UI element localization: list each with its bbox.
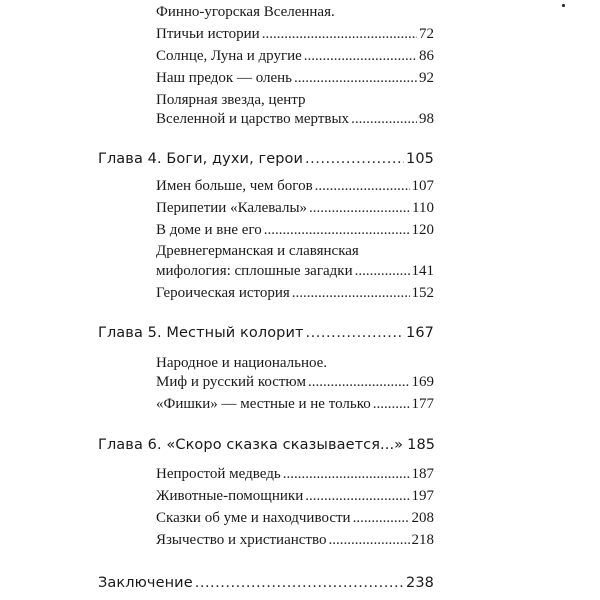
toc-entry (156, 285, 434, 302)
toc-entry-text: Полярная звезда, центр (156, 92, 306, 108)
toc-entry-title: Животные-помощники (156, 488, 304, 504)
dot-leader (262, 26, 417, 43)
toc-chapter-title: Глава 6. «Скоро сказка сказывается...» (98, 437, 404, 453)
toc-entry-title: В доме и вне его (156, 222, 262, 238)
toc-chapter-page: 238 (406, 575, 434, 591)
toc-entry-page: 169 (411, 374, 434, 390)
toc-entry-page: 107 (411, 178, 434, 194)
dot-leader (305, 151, 404, 167)
toc-entry-title: Наш предок — олень (156, 70, 293, 86)
toc-entry (156, 200, 434, 217)
page-speck (562, 4, 565, 7)
toc-entry-title: мифология: сплошные загадки (156, 263, 353, 279)
dot-leader (315, 178, 410, 195)
toc-entry-title: Героическая история (156, 285, 290, 301)
toc-chapter (98, 325, 434, 341)
toc-entry-page: 98 (419, 111, 434, 127)
toc-entry-text: Финно-угорская Вселенная. (156, 4, 335, 20)
dot-leader (305, 488, 409, 505)
toc-chapter-page: 185 (407, 437, 436, 453)
toc-entry (156, 532, 434, 549)
toc-chapter (98, 151, 434, 167)
toc-entry (156, 488, 434, 505)
toc-entry-title: «Фишки» — местные и не только (156, 396, 371, 412)
dot-leader (306, 325, 404, 341)
toc-entry (156, 510, 434, 527)
toc-entry-page: 208 (411, 510, 434, 526)
toc-entry-page: 141 (411, 263, 434, 279)
toc-entry (156, 26, 434, 43)
toc-entry-title: Сказки об уме и находчивости (156, 510, 351, 526)
toc-entry-title: Солнце, Луна и другие (156, 48, 302, 64)
toc-entry-title: Язычество и христианство (156, 532, 327, 548)
dot-leader (308, 374, 410, 391)
dot-leader (294, 70, 417, 87)
toc-entry-page: 72 (419, 26, 434, 42)
dot-leader (304, 48, 417, 65)
toc-entry-page: 218 (411, 532, 434, 548)
dot-leader (309, 200, 410, 217)
toc-entry (156, 222, 434, 239)
dot-leader (353, 510, 410, 527)
toc-entry-page: 152 (411, 285, 434, 301)
toc-entry-title: Непростой медведь (156, 466, 281, 482)
toc-chapter-page: 105 (406, 151, 434, 167)
toc-entry (156, 70, 434, 87)
dot-leader (264, 222, 410, 239)
toc-entry-text: Древнегерманская и славянская (156, 243, 359, 259)
toc-entry (156, 178, 434, 195)
toc-entry-page: 110 (412, 200, 434, 216)
toc-entry-title: Вселенной и царство мертвых (156, 111, 350, 127)
dot-leader (195, 575, 404, 591)
toc-entry (156, 396, 434, 413)
toc-entry-title: Перипетии «Калевалы» (156, 200, 308, 216)
toc-chapter (98, 575, 434, 591)
dot-leader (328, 532, 409, 549)
toc-entry-page: 187 (411, 466, 434, 482)
toc-entry-title: Имен больше, чем богов (156, 178, 313, 194)
toc-entry-page: 92 (419, 70, 434, 86)
toc-entry (156, 374, 434, 391)
toc-entry (156, 466, 434, 483)
toc-chapter (98, 437, 434, 453)
toc-chapter-title: Глава 5. Местный колорит (98, 325, 304, 341)
dot-leader (292, 285, 410, 302)
toc-entry (156, 48, 434, 65)
toc-entry-title: Миф и русский костюм (156, 374, 306, 390)
toc-entry-page: 120 (411, 222, 434, 238)
dot-leader (283, 466, 410, 483)
toc-entry-page: 86 (419, 48, 434, 64)
dot-leader (355, 263, 410, 280)
toc-entry-title: Птичьи истории (156, 26, 260, 42)
toc-entry-page: 177 (411, 396, 434, 412)
toc-chapter-title: Глава 4. Боги, духи, герои (98, 151, 304, 167)
toc-entry (156, 111, 434, 128)
dot-leader (351, 111, 417, 128)
toc-entry-text: Народное и национальное. (156, 355, 328, 371)
toc-entry-page: 197 (411, 488, 434, 504)
toc-entry (156, 263, 434, 280)
toc-chapter-page: 167 (406, 325, 434, 341)
dot-leader (373, 396, 410, 413)
toc-chapter-title: Заключение (98, 575, 193, 591)
